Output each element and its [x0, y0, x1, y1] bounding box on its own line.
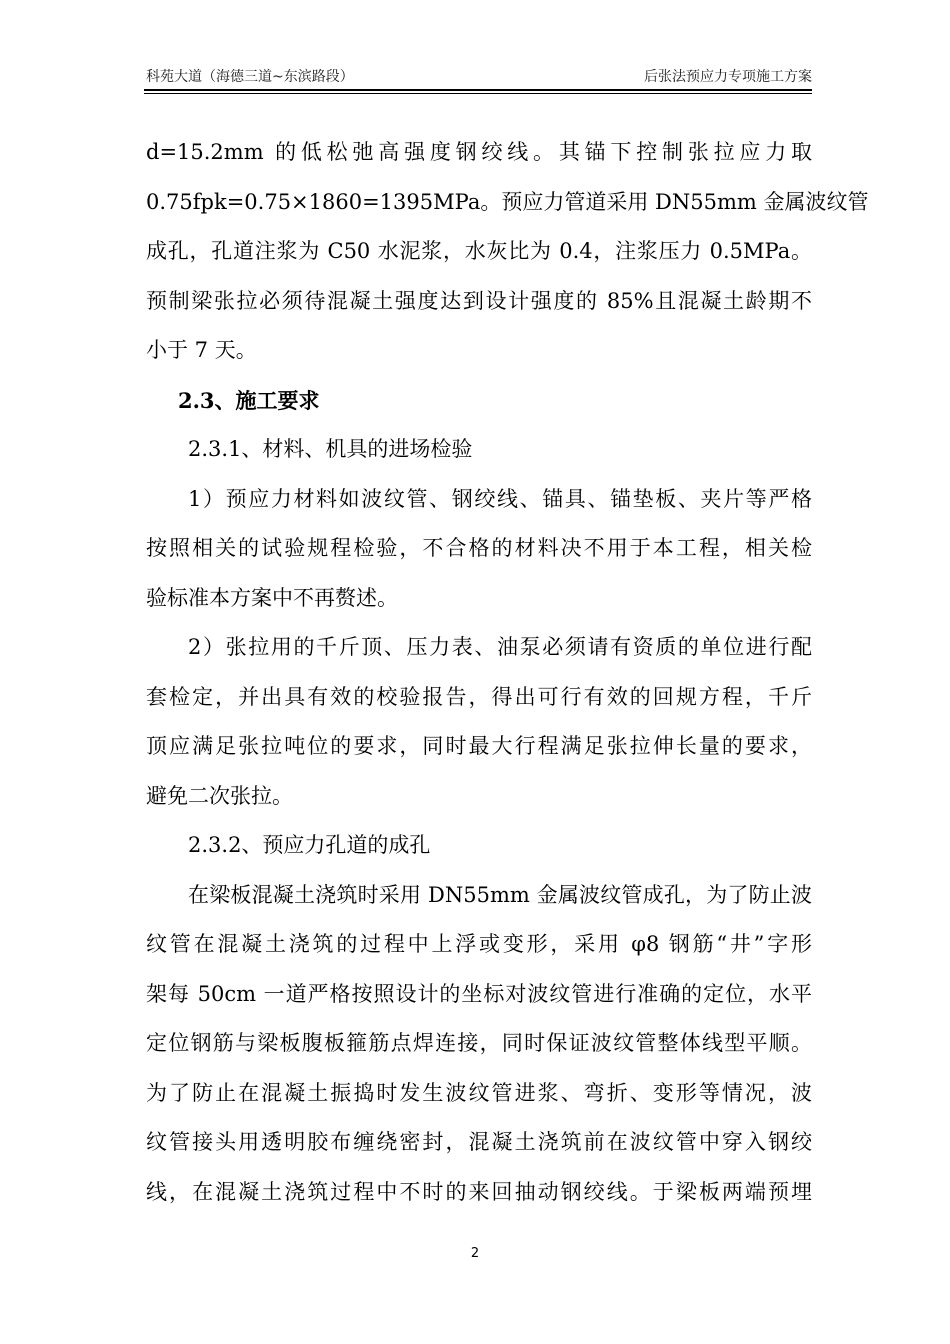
paragraph-line: 为了防止在混凝土振捣时发生波纹管进浆、弯折、变形等情况，波 — [146, 1080, 812, 1105]
subsection-heading: 2.3.1、材料、机具的进场检验 — [188, 437, 473, 461]
page-header — [146, 66, 812, 88]
paragraph-line: 线，在混凝土浇筑过程中不时的来回抽动钢绞线。于梁板两端预埋 — [146, 1179, 812, 1204]
page-number: 2 — [470, 1246, 480, 1261]
paragraph-line: 成孔，孔道注浆为 C50 水泥浆，水灰比为 0.4，注浆压力 0.5MPa。 — [146, 239, 812, 263]
paragraph-line: 定位钢筋与梁板腹板箍筋点焊连接，同时保证波纹管整体线型平顺。 — [146, 1031, 812, 1055]
paragraph-line: 纹管接头用透明胶布缠绕密封，混凝土浇筑前在波纹管中穿入钢绞 — [146, 1130, 812, 1154]
section-heading: 2.3、施工要求 — [178, 387, 320, 413]
paragraph-line: 避免二次张拉。 — [146, 783, 293, 808]
header-rule-thick — [144, 89, 812, 91]
paragraph-line: 纹管在混凝土浇筑的过程中上浮或变形，采用 φ8 钢筋“井”字形 — [146, 932, 812, 956]
paragraph-line: 预制梁张拉必须待混凝土强度达到设计强度的 85%且混凝土龄期不 — [146, 288, 812, 313]
paragraph-line: 按照相关的试验规程检验，不合格的材料决不用于本工程，相关检 — [146, 536, 812, 560]
paragraph-line: 验标准本方案中不再赘述。 — [146, 585, 398, 610]
paragraph-line: 架每 50cm 一道严格按照设计的坐标对波纹管进行准确的定位，水平 — [146, 981, 812, 1006]
paragraph-line: d=15.2mm 的低松弛高强度钢绞线。其锚下控制张拉应力取 — [146, 140, 812, 164]
header-project-name: 科苑大道（海德三道~东滨路段） — [146, 69, 354, 85]
paragraph-line: 0.75fpk=0.75×1860=1395MPa。预应力管道采用 DN55mm 金属波纹管 — [146, 189, 869, 214]
paragraph-line: 套检定，并出具有效的校验报告，得出可行有效的回规方程，千斤 — [146, 684, 812, 709]
paragraph-line: 小于 7 天。 — [146, 338, 257, 362]
header-rule-thin — [144, 93, 812, 94]
subsection-heading: 2.3.2、预应力孔道的成孔 — [188, 833, 431, 857]
paragraph-line: 2）张拉用的千斤顶、压力表、油泵必须请有资质的单位进行配 — [188, 635, 812, 659]
paragraph-line: 在梁板混凝土浇筑时采用 DN55mm 金属波纹管成孔，为了防止波 — [188, 882, 812, 907]
document-body — [146, 128, 869, 1217]
paragraph-line: 顶应满足张拉吨位的要求，同时最大行程满足张拉伸长量的要求， — [146, 734, 812, 758]
paragraph-line: 1）预应力材料如波纹管、钢绞线、锚具、锚垫板、夹片等严格 — [188, 486, 812, 511]
header-document-title: 后张法预应力专项施工方案 — [644, 69, 812, 85]
